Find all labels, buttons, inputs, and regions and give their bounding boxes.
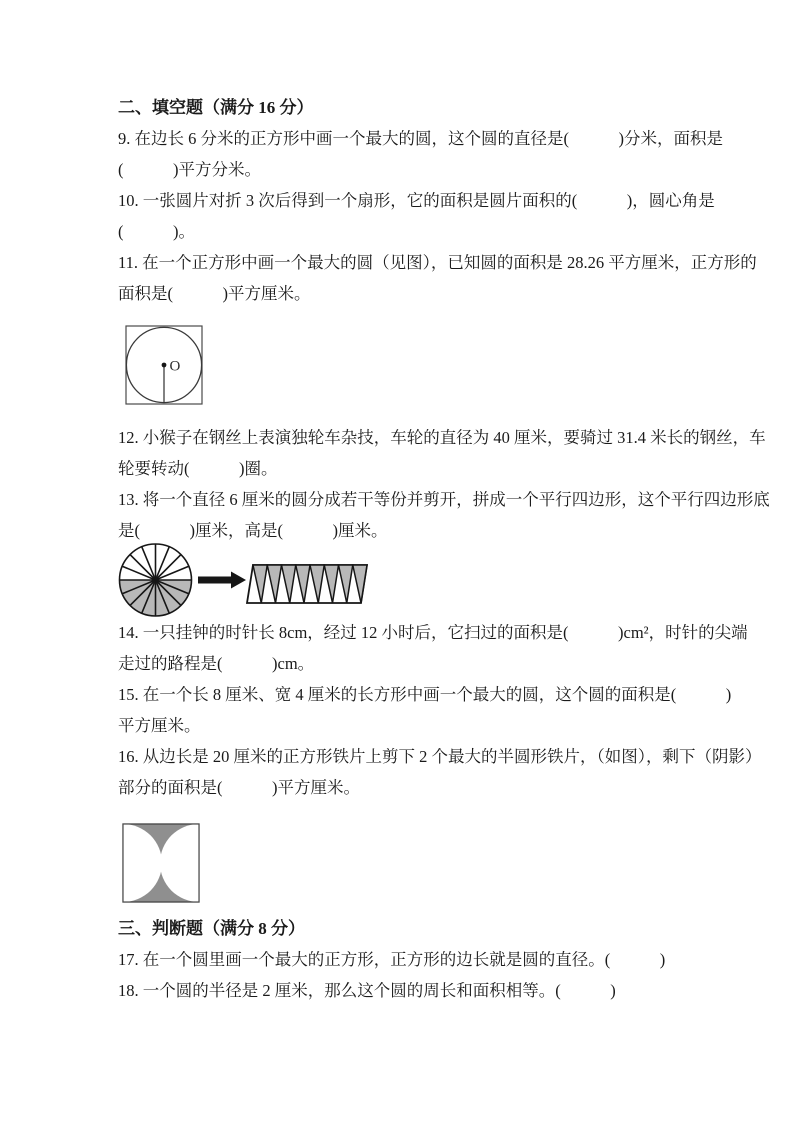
question-11-line-2: 面积是( )平方厘米。 <box>118 284 311 303</box>
question-15-line-2: 平方厘米。 <box>118 716 201 735</box>
question-18 <box>118 975 675 1006</box>
arrow-icon <box>198 572 246 589</box>
section-fill-in-blanks-heading: 二、填空题（满分 16 分） <box>118 98 314 117</box>
question-12-line-1: 12. 小猴子在钢丝上表演独轮车杂技，车轮的直径为 40 厘米，要骑过 31.4 米长的钢丝，车 <box>118 428 766 447</box>
sector-lines <box>120 544 192 616</box>
figure-square-with-semicircles-cut <box>122 823 675 903</box>
figure-circle-cut-into-parallelogram <box>118 543 675 617</box>
question-15-line-1: 15. 在一个长 8 厘米、宽 4 厘米的长方形中画一个最大的圆，这个圆的面积是( ) <box>118 685 732 704</box>
figure-circle-inscribed-in-square <box>125 325 675 405</box>
question-12 <box>118 422 766 484</box>
question-10-line-2: ( )。 <box>118 222 195 241</box>
question-15 <box>118 679 732 741</box>
question-12-line-2: 轮要转动( )圈。 <box>118 459 278 478</box>
question-14-line-1: 14. 一只挂钟的时针长 8cm，经过 12 小时后，它扫过的面积是( )cm²，时针的尖端 <box>118 623 748 642</box>
section-true-false-heading: 三、判断题（满分 8 分） <box>118 919 305 938</box>
center-label: O <box>169 358 181 375</box>
question-14 <box>118 617 748 679</box>
question-11 <box>118 247 757 309</box>
question-10-line-1: 10. 一张圆片对折 3 次后得到一个扇形，它的面积是圆片面积的( )，圆心角是 <box>118 191 715 210</box>
question-14-line-2: 走过的路程是( )cm。 <box>118 654 315 673</box>
question-17-line-1: 17. 在一个圆里画一个最大的正方形，正方形的边长就是圆的直径。( ) <box>118 950 666 969</box>
question-16-line-2: 部分的面积是( )平方厘米。 <box>118 778 360 797</box>
question-16-line-1: 16. 从边长是 20 厘米的正方形铁片上剪下 2 个最大的半圆形铁片，（如图），剩下（阴影） <box>118 747 762 766</box>
question-13-line-1: 13. 将一个直径 6 厘米的圆分成若干等份并剪开，拼成一个平行四边形，这个平行四边形底 <box>118 490 770 509</box>
question-9-line-2: ( )平方分米。 <box>118 160 261 179</box>
center-dot <box>162 363 167 368</box>
question-13 <box>118 484 770 546</box>
question-16 <box>118 741 762 803</box>
question-11-line-1: 11. 在一个正方形中画一个最大的圆（见图），已知圆的面积是 28.26 平方厘米，正方形的 <box>118 253 757 272</box>
question-18-line-1: 18. 一个圆的半径是 2 厘米，那么这个圆的周长和面积相等。( ) <box>118 981 616 1000</box>
question-9-line-1: 9. 在边长 6 分米的正方形中画一个最大的圆，这个圆的直径是( )分米，面积是 <box>118 129 723 148</box>
question-13-line-2: 是( )厘米，高是( )厘米。 <box>118 521 388 540</box>
question-9 <box>118 123 723 185</box>
question-10 <box>118 185 715 247</box>
question-17 <box>118 944 675 975</box>
